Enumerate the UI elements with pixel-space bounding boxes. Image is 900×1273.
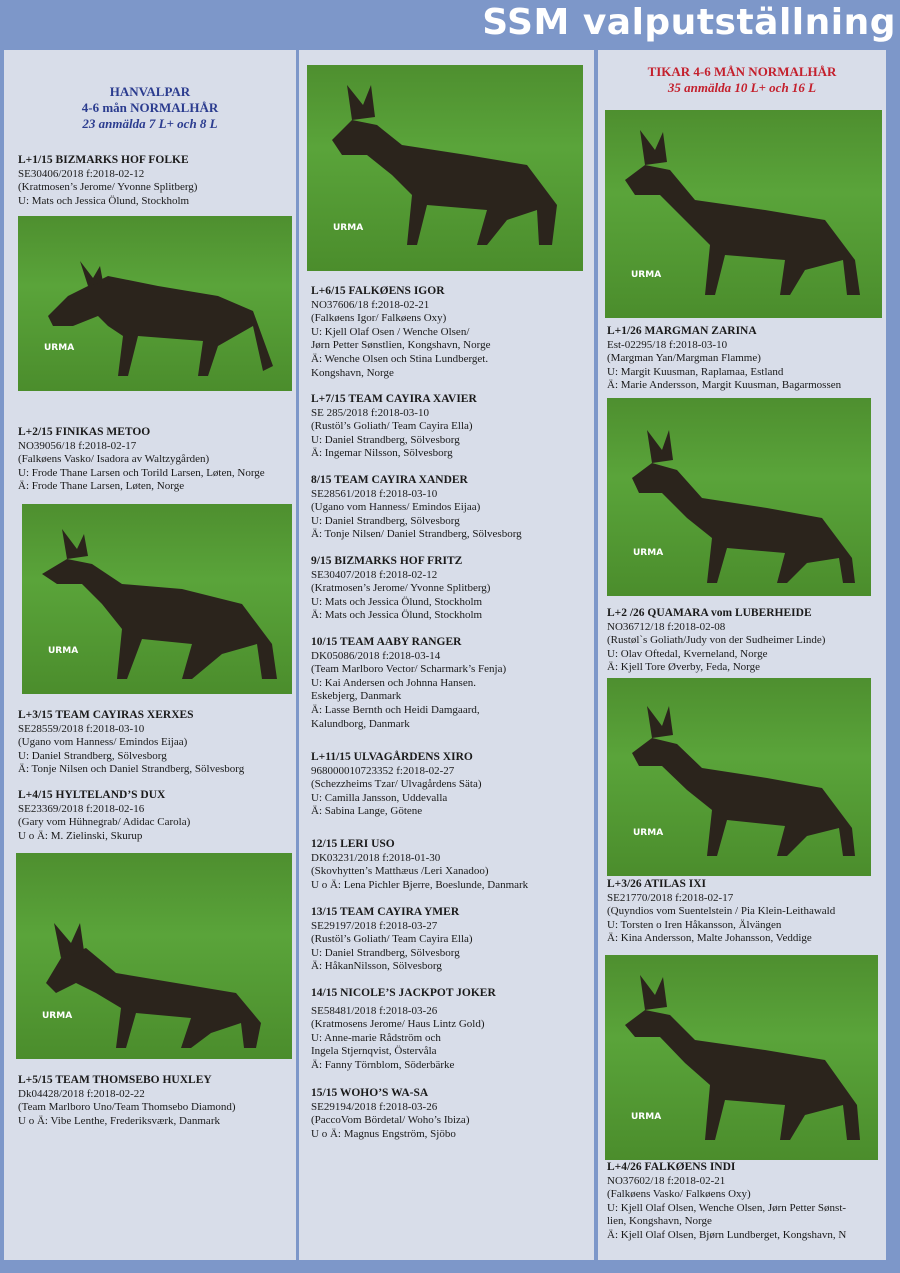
entry-females-4 <box>607 1161 846 1243</box>
entry-breeder: U: Frode Thane Larsen och Torild Larsen, Løten, Norge <box>18 466 265 479</box>
entry-name: L+7/15 TEAM CAYIRA XAVIER <box>311 393 477 405</box>
females-section-title <box>598 64 886 96</box>
entry-reg: NO37606/18 f:2018-02-21 <box>311 298 430 311</box>
header-bar <box>0 0 900 50</box>
column-males-left <box>4 50 296 1260</box>
entry-owner: Ä: Sabina Lange, Götene <box>311 805 423 818</box>
watermark-label: URMA <box>631 1112 662 1122</box>
entry-name: L+2/15 FINIKAS METOO <box>18 426 151 438</box>
females-title-line1: TIKAR 4-6 MÅN NORMALHÅR <box>647 64 837 79</box>
entry-owner: Ä: Fanny Törnblom, Söderbärke <box>311 1058 455 1071</box>
entry-owner: Ä: Ingemar Nilsson, Sölvesborg <box>311 447 453 460</box>
dog-photo <box>607 398 871 596</box>
entry-breeder: U: Torsten o Iren Håkansson, Älvängen <box>607 918 782 931</box>
dog-silhouette-icon <box>22 504 292 694</box>
males-title-line1: HANVALPAR <box>109 84 191 99</box>
entry-breeder: U: Anne-marie Rådström och <box>311 1031 441 1044</box>
entry-parents: (Team Marlboro Vector/ Scharmark’s Fenja) <box>311 663 507 676</box>
entry-males-14 <box>311 987 496 1073</box>
entry-owner-cont: Kongshavn, Norge <box>311 366 394 379</box>
entry-owner: Ä: Tonje Nilsen/ Daniel Strandberg, Sölvesborg <box>311 528 522 541</box>
dog-photo <box>16 853 292 1059</box>
entry-owner: Ä: Lasse Bernth och Heidi Damgaard, <box>311 703 480 716</box>
entry-parents: (Team Marlboro Uno/Team Thomsebo Diamond) <box>18 1101 236 1114</box>
entry-parents: (Rustöl’s Goliath/ Team Cayira Ella) <box>311 933 473 946</box>
entry-reg: Est-02295/18 f:2018-03-10 <box>607 338 728 351</box>
entry-name: L+11/15 ULVAGÅRDENS XIRO <box>311 751 473 763</box>
dog-photo <box>605 110 882 318</box>
entry-breeder: U: Margit Kuusman, Raplamaa, Estland <box>607 365 784 378</box>
entry-breeder: U: Daniel Strandberg, Sölvesborg <box>311 433 460 446</box>
entry-owner: U o Ä: M. Zielinski, Skurup <box>18 829 143 842</box>
entry-parents: (Gary vom Hühnegrab/ Adidac Carola) <box>18 816 191 829</box>
entry-name: L+3/26 ATILAS IXI <box>607 878 707 890</box>
entry-males-8 <box>311 474 522 542</box>
watermark-label: URMA <box>633 828 664 838</box>
entry-name: 13/15 TEAM CAYIRA YMER <box>311 906 460 918</box>
dog-photo <box>607 678 871 876</box>
entry-reg: SE28561/2018 f:2018-03-10 <box>311 487 438 500</box>
entry-name: L+2 /26 QUAMARA vom LUBERHEIDE <box>607 607 812 619</box>
entry-owner: Ä: Tonje Nilsen och Daniel Strandberg, Sölvesborg <box>18 763 245 776</box>
watermark-label: URMA <box>631 270 662 280</box>
entry-reg: NO39056/18 f:2018-02-17 <box>18 439 137 452</box>
entry-males-5 <box>18 1074 236 1128</box>
entry-females-2 <box>607 607 825 675</box>
entry-owner: U o Ä: Vibe Lenthe, Frederiksværk, Danmark <box>18 1114 220 1127</box>
entry-name: L+4/26 FALKØENS INDI <box>607 1161 736 1173</box>
entry-parents: (Ugano vom Hanness/ Emindos Eijaa) <box>18 736 188 749</box>
entry-owner: Ä: Mats och Jessica Ölund, Stockholm <box>311 609 483 622</box>
entry-parents: (Kratmosens Jerome/ Haus Lintz Gold) <box>311 1018 485 1031</box>
watermark-label: URMA <box>633 548 664 558</box>
entry-name: 10/15 TEAM AABY RANGER <box>311 636 462 648</box>
entry-owner: Ä: Kjell Tore Øverby, Feda, Norge <box>607 661 760 674</box>
entry-name: L+3/15 TEAM CAYIRAS XERXES <box>18 709 194 721</box>
column-females <box>598 50 886 1260</box>
entry-reg: DK03231/2018 f:2018-01-30 <box>311 851 441 864</box>
entry-breeder-cont: lien, Kongshavn, Norge <box>607 1215 712 1228</box>
entry-reg: SE21770/2018 f:2018-02-17 <box>607 891 734 904</box>
entry-reg: DK05086/2018 f:2018-03-14 <box>311 649 441 662</box>
entry-parents: (PaccoVom Bördetal/ Woho’s Ibiza) <box>311 1114 470 1127</box>
entry-breeder-cont: Jørn Petter Sønstlien, Kongshavn, Norge <box>311 339 491 352</box>
entry-name: 15/15 WOHO’S WA-SA <box>311 1087 429 1099</box>
entry-males-10 <box>311 636 506 731</box>
entry-name: 14/15 NICOLE’S JACKPOT JOKER <box>311 987 496 999</box>
entry-parents: (Quyndios vom Suentelstein / Pia Klein-Leithawald <box>607 905 836 918</box>
entry-name: 9/15 BIZMARKS HOF FRITZ <box>311 555 463 567</box>
entry-owner: U o Ä: Lena Pichler Bjerre, Boeslunde, Danmark <box>311 878 529 891</box>
entry-owner: Ä: Marie Andersson, Margit Kuusman, Bagarmossen <box>607 379 842 392</box>
column-males-right <box>299 50 594 1260</box>
dog-silhouette-icon <box>16 853 292 1059</box>
entry-reg: SE 285/2018 f:2018-03-10 <box>311 406 429 419</box>
entry-breeder: U: Daniel Strandberg, Sölvesborg <box>311 514 460 527</box>
males-title-line3: 23 anmälda 7 L+ och 8 L <box>82 116 218 131</box>
entry-males-6 <box>311 285 490 380</box>
entry-name: 12/15 LERI USO <box>311 838 395 850</box>
entry-parents: (Rustöl’s Goliath/ Team Cayira Ella) <box>311 420 473 433</box>
dog-silhouette-icon <box>605 955 878 1160</box>
entry-reg: SE28559/2018 f:2018-03-10 <box>18 722 145 735</box>
dog-photo <box>605 955 878 1160</box>
entry-parents: (Falkøens Vasko/ Isadora av Waltzygården) <box>18 453 210 466</box>
males-section-title <box>4 84 296 132</box>
entry-females-3 <box>607 878 835 946</box>
entry-breeder: U: Kjell Olaf Olsen, Wenche Olsen, Jørn Petter Sønst- <box>607 1201 847 1214</box>
entry-owner: Ä: Wenche Olsen och Stina Lundberget. <box>311 352 489 365</box>
dog-silhouette-icon <box>605 110 882 318</box>
watermark-label: URMA <box>48 646 79 656</box>
females-title-line2: 35 anmälda 10 L+ och 16 L <box>667 80 817 95</box>
dog-silhouette-icon <box>307 65 583 271</box>
entry-reg: NO36712/18 f:2018-02-08 <box>607 620 726 633</box>
entry-parents: (Kratmosen’s Jerome/ Yvonne Splitberg) <box>18 181 198 194</box>
entry-males-9 <box>311 555 490 623</box>
entry-males-4 <box>18 789 190 843</box>
page-title: SSM valputställning <box>482 2 896 43</box>
entry-males-1 <box>18 154 197 208</box>
entry-name: L+5/15 TEAM THOMSEBO HUXLEY <box>18 1074 212 1086</box>
watermark-label: URMA <box>333 223 364 233</box>
entry-parents: (Kratmosen’s Jerome/ Yvonne Splitberg) <box>311 582 491 595</box>
entry-breeder: U: Olav Oftedal, Kverneland, Norge <box>607 647 768 660</box>
entry-breeder: U: Kjell Olaf Osen / Wenche Olsen/ <box>311 325 470 338</box>
watermark-label: URMA <box>44 343 75 353</box>
entry-breeder: U: Camilla Jansson, Uddevalla <box>311 791 448 804</box>
entry-males-11 <box>311 751 482 819</box>
entry-reg: SE23369/2018 f:2018-02-16 <box>18 802 145 815</box>
entry-owner: Ä: Frode Thane Larsen, Løten, Norge <box>18 480 185 493</box>
entry-owner: U: Mats och Jessica Ölund, Stockholm <box>18 194 190 207</box>
dog-silhouette-icon <box>18 216 292 391</box>
entry-reg: Dk04428/2018 f:2018-02-22 <box>18 1087 145 1100</box>
entry-name: L+4/15 HYLTELAND’S DUX <box>18 789 166 801</box>
dog-silhouette-icon <box>607 398 871 596</box>
entry-females-1 <box>607 325 841 393</box>
entry-parents: (Skovhytten’s Matthæus /Leri Xanadoo) <box>311 865 489 878</box>
entry-name: L+1/15 BIZMARKS HOF FOLKE <box>18 154 189 166</box>
entry-males-13 <box>311 906 473 974</box>
entry-parents: (Ugano vom Hanness/ Emindos Eijaa) <box>311 501 481 514</box>
entry-reg: SE58481/2018 f:2018-03-26 <box>311 1004 438 1017</box>
entry-parents: (Rustøl`s Goliath/Judy von der Sudheimer Linde) <box>607 634 826 647</box>
entry-breeder: U: Daniel Strandberg, Sölvesborg <box>311 946 460 959</box>
entry-reg: SE30406/2018 f:2018-02-12 <box>18 167 145 180</box>
entry-parents: (Schezzheims Tzar/ Ulvagårdens Säta) <box>311 778 482 791</box>
entry-name: L+6/15 FALKØENS IGOR <box>311 285 445 297</box>
entry-breeder-cont: Ingela Stjernqvist, Östervåla <box>311 1045 437 1058</box>
dog-photo <box>18 216 292 391</box>
entry-reg: NO37602/18 f:2018-02-21 <box>607 1174 726 1187</box>
entry-parents: (Margman Yan/Margman Flamme) <box>607 352 761 365</box>
entry-reg: SE29197/2018 f:2018-03-27 <box>311 919 438 932</box>
watermark-label: URMA <box>42 1011 73 1021</box>
entry-breeder: U: Mats och Jessica Ölund, Stockholm <box>311 595 483 608</box>
dog-photo <box>307 65 583 271</box>
entry-males-15 <box>311 1087 469 1141</box>
entry-breeder-cont: Eskebjerg, Danmark <box>311 690 402 703</box>
entry-males-12 <box>311 838 528 892</box>
dog-photo <box>22 504 292 694</box>
entry-owner: Ä: Kina Andersson, Malte Johansson, Veddige <box>607 932 812 945</box>
entry-parents: (Falkøens Igor/ Falkøens Oxy) <box>311 312 447 325</box>
entry-owner: Ä: HåkanNilsson, Sölvesborg <box>311 960 442 973</box>
males-title-line2: 4-6 mån NORMALHÅR <box>81 100 219 115</box>
entry-owner-cont: Kalundborg, Danmark <box>311 717 410 730</box>
entry-breeder: U: Kai Andersen och Johnna Hansen. <box>311 676 476 689</box>
dog-silhouette-icon <box>607 678 871 876</box>
entry-males-3 <box>18 709 244 777</box>
entry-parents: (Falkøens Vasko/ Falkøens Oxy) <box>607 1188 751 1201</box>
entry-owner: Ä: Kjell Olaf Olsen, Bjørn Lundberget, Kongshavn, N <box>607 1228 847 1241</box>
entry-reg: SE30407/2018 f:2018-02-12 <box>311 568 438 581</box>
entry-males-2 <box>18 426 265 494</box>
entry-breeder: U: Daniel Strandberg, Sölvesborg <box>18 749 167 762</box>
entry-reg: SE29194/2018 f:2018-03-26 <box>311 1100 438 1113</box>
entry-males-7 <box>311 393 477 461</box>
entry-owner: U o Ä: Magnus Engström, Sjöbo <box>311 1127 456 1140</box>
entry-reg: 968000010723352 f:2018-02-27 <box>311 764 455 777</box>
entry-name: L+1/26 MARGMAN ZARINA <box>607 325 757 337</box>
entry-name: 8/15 TEAM CAYIRA XANDER <box>311 474 468 486</box>
